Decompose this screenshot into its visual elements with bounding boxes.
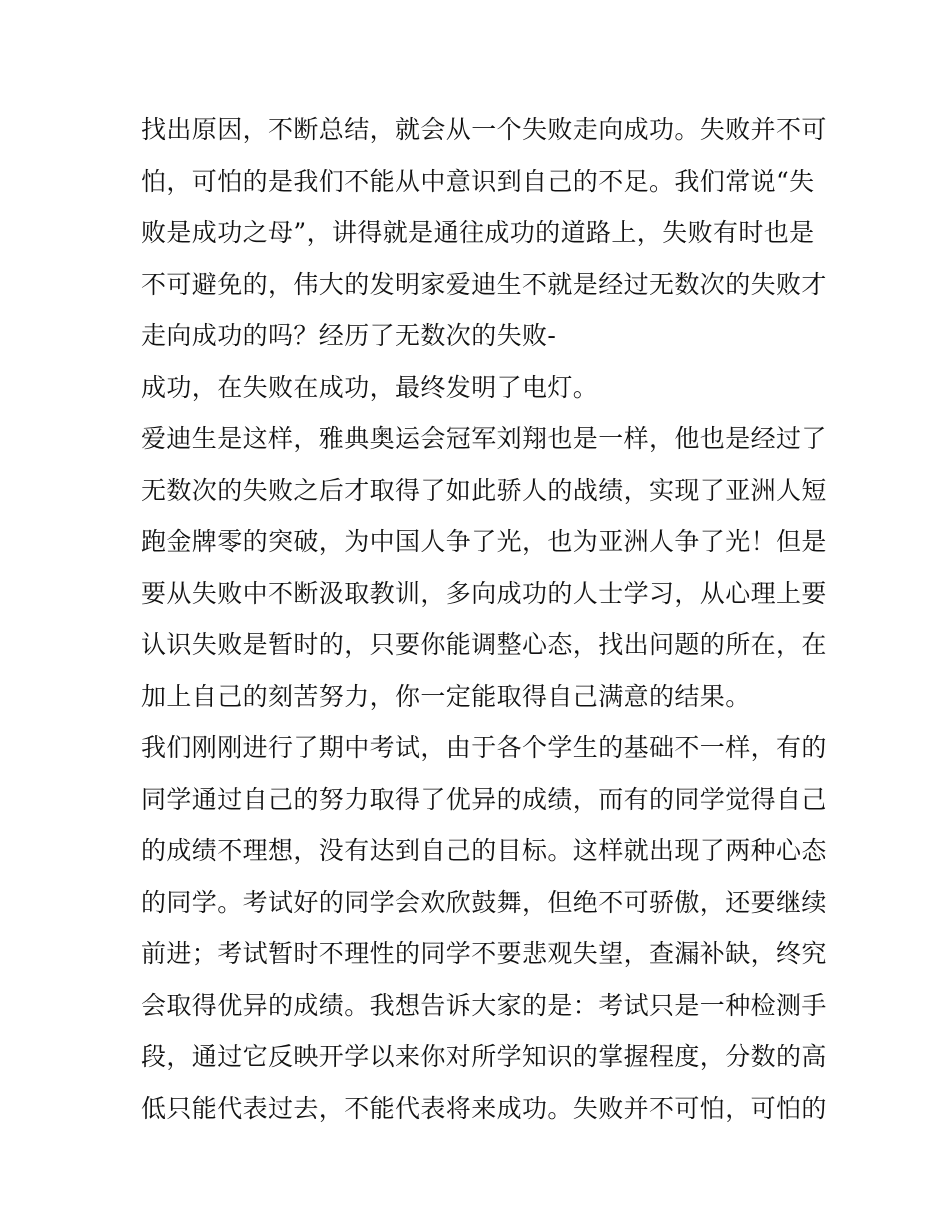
text-line: 会取得优异的成绩。我想告诉大家的是：考试只是一种检测手: [141, 990, 827, 1020]
text-line: 不可避免的，伟大的发明家爱迪生不就是经过无数次的失败才: [141, 269, 827, 299]
text-line: 走向成功的吗？经历了无数次的失败-: [141, 321, 557, 350]
text-line: 成功，在失败在成功，最终发明了电灯。: [141, 372, 599, 402]
text-line: 无数次的失败之后才取得了如此骄人的战绩，实现了亚洲人短: [141, 475, 827, 505]
text-line: 的同学。考试好的同学会欢欣鼓舞，但绝不可骄傲，还要继续: [141, 887, 827, 917]
text-line: 的成绩不理想，没有达到自己的目标。这样就出现了两种心态: [141, 836, 827, 865]
text-line: 低只能代表过去，不能代表将来成功。失败并不可怕，可怕的: [141, 1093, 827, 1123]
text-line: 要从失败中不断汲取教训，多向成功的人士学习，从心理上要: [141, 578, 827, 608]
text-line: 我们刚刚进行了期中考试，由于各个学生的基础不一样，有的: [141, 733, 827, 762]
text-line: 败是成功之母”，讲得就是通往成功的道路上，失败有时也是: [141, 218, 815, 247]
text-line: 认识失败是暂时的，只要你能调整心态，找出问题的所在，在: [141, 630, 827, 659]
text-line: 怕，可怕的是我们不能从中意识到自己的不足。我们常说“失: [141, 166, 815, 196]
text-line: 找出原因，不断总结，就会从一个失败走向成功。失败并不可: [141, 115, 827, 144]
text-line: 前进；考试暂时不理性的同学不要悲观失望，查漏补缺，终究: [141, 939, 827, 968]
text-line: 段，通过它反映开学以来你对所学知识的掌握程度，分数的高: [141, 1042, 827, 1071]
text-line: 加上自己的刻苦努力，你一定能取得自己满意的结果。: [141, 681, 751, 711]
text-line: 同学通过自己的努力取得了优异的成绩，而有的同学觉得自己: [141, 784, 827, 814]
text-line: 爱迪生是这样，雅典奥运会冠军刘翔也是一样，他也是经过了: [141, 424, 827, 453]
text-line: 跑金牌零的突破，为中国人争了光，也为亚洲人争了光！但是: [141, 527, 827, 556]
